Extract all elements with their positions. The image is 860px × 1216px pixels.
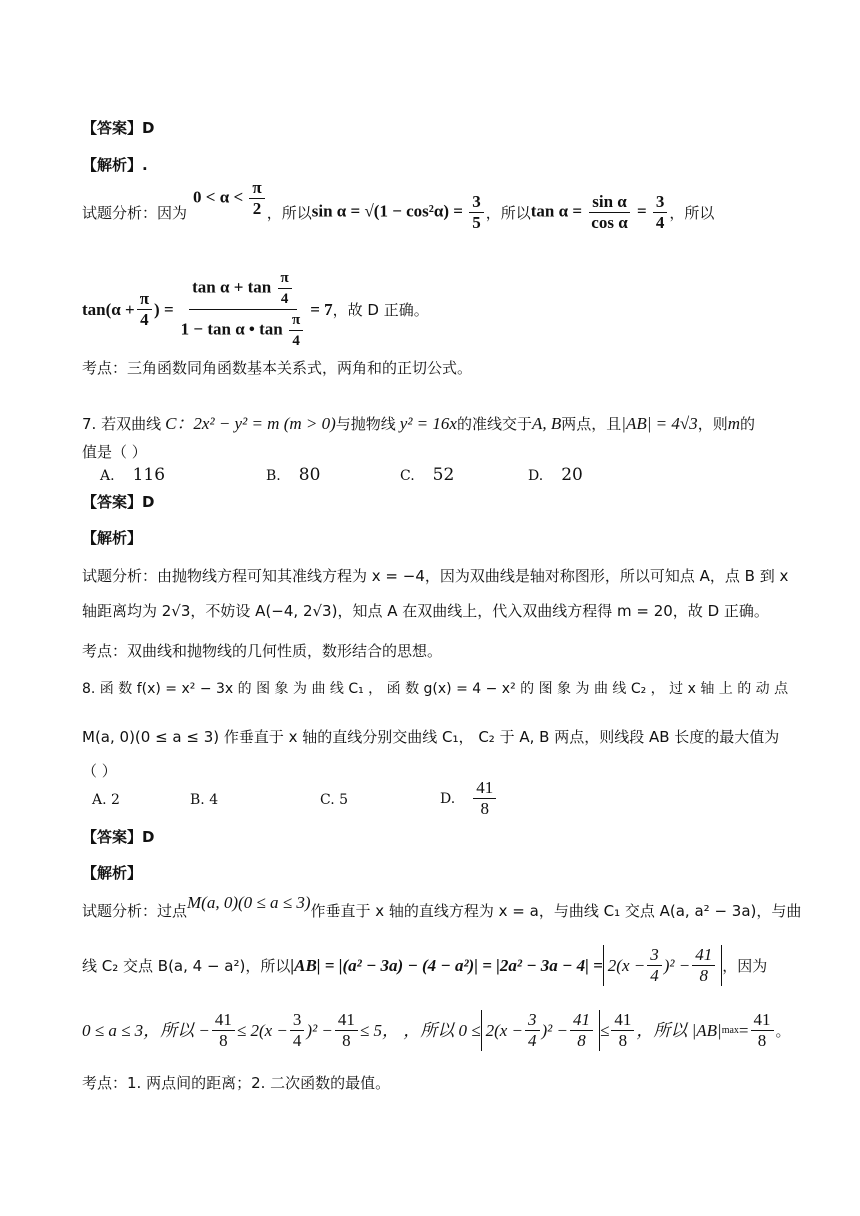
q8-option-b: B. 4 <box>190 792 219 808</box>
q6-tan-sum-formula: tan(α + $\frac{\pi}{4}$ ) = tan α + tan $\frac{\pi}{4}$ 1 − tan α • tan $\frac{\pi}{4}$ = 7 ，故 D 正确。 <box>82 270 429 349</box>
q8-kaodian: 考点：1. 两点间的距离；2. 二次函数的最值。 <box>82 1074 391 1092</box>
q8-option-c: C. 5 <box>320 792 349 808</box>
q7-analysis-line1: 试题分析：由抛物线方程可知其准线方程为 x = −4，因为双曲线是轴对称图形，所以可知点 A，点 B 到 x <box>82 567 789 585</box>
q7-answer: 【答案】D <box>82 493 155 511</box>
q8-analysis-title: 【解析】 <box>82 864 143 882</box>
q7-option-a: A. 116 <box>100 465 166 485</box>
q8-stem-line3: （ ） <box>82 762 117 780</box>
q6-kaodian: 考点：三角函数同角函数基本关系式，两角和的正切公式。 <box>82 359 473 377</box>
q6-tan-expr: tan α = $\frac{\text{sin α}}{\text{cos α}}$ = $\frac{3}{4}$ <box>531 192 670 233</box>
q7-analysis-title: 【解析】 <box>82 529 143 547</box>
q7-stem-line1: 7. 若双曲线 C ：2x² − y² = m (m > 0) 与抛物线 y² = 16x 的准线交于 A, B 两点，且 |AB| = 4√3 ，则 m 的 <box>82 414 755 433</box>
q6-answer: 【答案】D <box>82 119 155 137</box>
q6-condition: 0 < α < $\frac{\pi}{2}$ <box>193 178 267 219</box>
q8-analysis-line3: 0 ≤ a ≤ 3，所以 − $\frac{41}{8}$ ≤ 2(x − $\frac{3}{4}$ )² − $\frac{41}{8}$ ≤ 5， ，所以 0 ≤ 2(x − $\frac{3}{4}$ )² − $\frac{41}{8}$ ≤ $\frac{41}{8}$ ，所以 |AB| max = $\frac{41}{8}$ 。 <box>82 1010 791 1050</box>
q7-stem-line2: 值是（ ） <box>82 443 147 461</box>
q8-analysis-line1: 试题分析：过点 M(a, 0)(0 ≤ a ≤ 3) 作垂直于 x 轴的直线方程为 x = a，与曲线 C₁ 交点 A(a, a² − 3a)，与曲 <box>82 893 802 920</box>
q8-answer: 【答案】D <box>82 828 155 846</box>
q6-analysis-line1: 试题分析：因为 0 < α < $\frac{\pi}{2}$ ，所以 sin α = √(1 − cos²α) = $\frac{3}{5}$ ，所以 tan α = $\frac{\text{sin α}}{\text{cos α}}$ = $\frac{3}{4}$ ，所以 <box>82 178 715 232</box>
q8-option-d: D. $\frac{41}{8}$ <box>440 778 498 819</box>
q6-analysis-title: 【解析】. <box>82 156 148 174</box>
q8-abs-vertex-form: 2(x − $\frac{3}{4}$ )² − $\frac{41}{8}$ <box>603 945 722 986</box>
q6-sin-expr: sin α = √(1 − cos²α) = $\frac{3}{5}$ <box>312 192 486 233</box>
q7-kaodian: 考点：双曲线和抛物线的几何性质，数形结合的思想。 <box>82 642 443 660</box>
q8-analysis-line2: 线 C₂ 交点 B(a, 4 − a²)，所以 |AB| = |(a² − 3a) − (4 − a²)| = |2a² − 3a − 4| = 2(x − $\frac{3}{4}$ )² − $\frac{41}{8}$ ，因为 <box>82 945 768 985</box>
q6-analysis-prefix: 试题分析：因为 <box>82 203 188 222</box>
q7-analysis-line2: 轴距离均为 2√3，不妨设 A(−4, 2√3)，知点 A 在双曲线上，代入双曲线方程得 m = 20，故 D 正确。 <box>82 602 769 620</box>
q7-option-c: C. 52 <box>400 465 455 485</box>
q8-option-a: A. 2 <box>92 792 120 808</box>
q8-stem-line1: 8. 函 数 f(x) = x² − 3x 的 图 象 为 曲 线 C₁ ， 函 数 g(x) = 4 − x² 的 图 象 为 曲 线 C₂ ， 过 x 轴 上 的 动 点 <box>82 681 789 697</box>
q8-stem-line2: M(a, 0)(0 ≤ a ≤ 3) 作垂直于 x 轴的直线分别交曲线 C₁， C₂ 于 A, B 两点，则线段 AB 长度的最大值为 <box>82 728 780 746</box>
q7-option-b: B. 80 <box>266 465 321 485</box>
q7-option-d: D. 20 <box>528 465 583 485</box>
